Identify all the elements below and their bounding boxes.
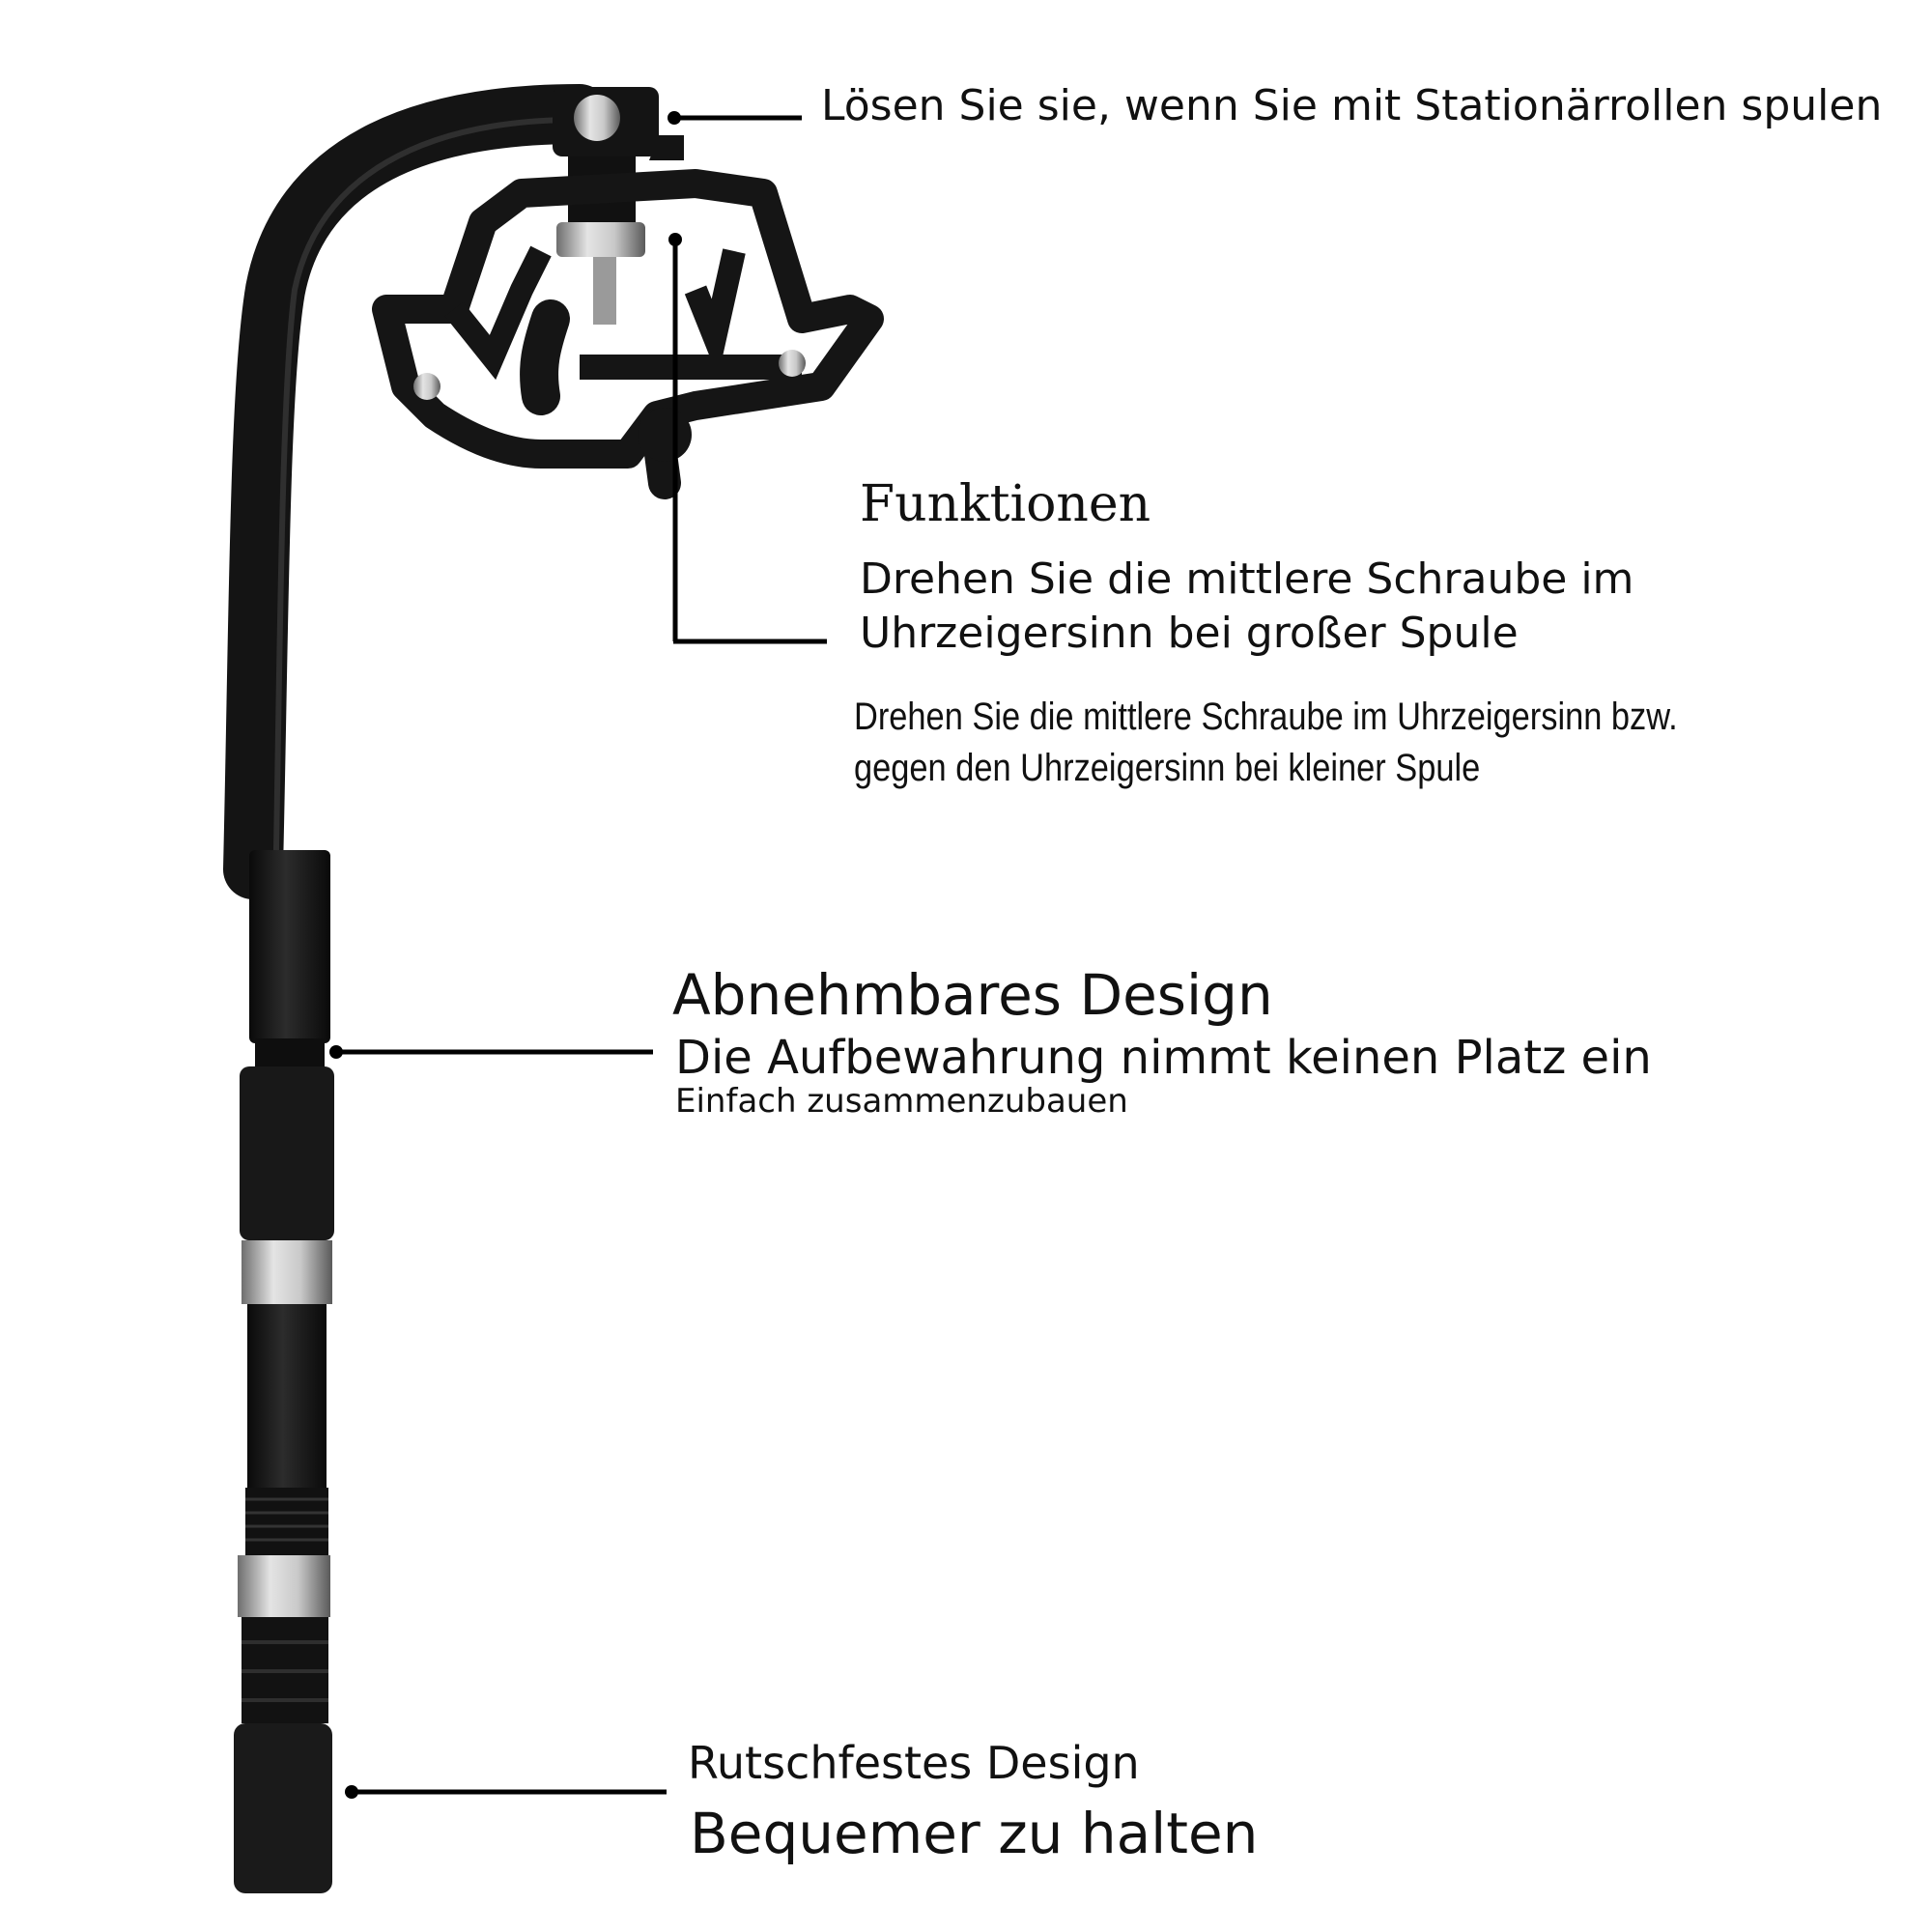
functions-title: Funktionen xyxy=(860,475,1151,533)
functions-large-spool-line2: Uhrzeigersinn bei großer Spule xyxy=(860,609,1519,658)
joint-connector xyxy=(255,1038,325,1071)
functions-large-spool-line1: Drehen Sie die mittlere Schraube im xyxy=(860,554,1634,604)
detachable-line2: Einfach zusammenzubauen xyxy=(675,1082,1128,1121)
leader-line-detachable xyxy=(329,1045,653,1059)
metal-ring-upper xyxy=(242,1240,332,1304)
metal-ring-lower xyxy=(238,1555,330,1617)
foam-grip-butt xyxy=(234,1723,332,1893)
leader-line-loosen xyxy=(668,111,802,125)
leader-line-grip xyxy=(345,1785,667,1799)
loosen-callout-text: Lösen Sie sie, wenn Sie mit Stationärrollen spulen xyxy=(821,81,1883,130)
curved-arm xyxy=(253,114,580,869)
functions-small-spool-line2: gegen den Uhrzeigersinn bei kleiner Spule xyxy=(854,747,1481,789)
functions-small-spool-line1: Drehen Sie die mittlere Schraube im Uhrzeigersinn bzw. xyxy=(854,696,1678,738)
detachable-line1: Die Aufbewahrung nimmt keinen Platz ein xyxy=(675,1031,1652,1085)
grip-line1: Bequemer zu halten xyxy=(690,1801,1259,1866)
threaded-section xyxy=(245,1488,328,1555)
foam-grip-upper xyxy=(240,1066,334,1240)
detachable-title: Abnehmbares Design xyxy=(672,962,1273,1028)
upper-tube xyxy=(249,850,330,1043)
lower-reel-seat xyxy=(242,1617,328,1723)
grip-title: Rutschfestes Design xyxy=(688,1737,1140,1789)
middle-tube xyxy=(247,1304,327,1488)
